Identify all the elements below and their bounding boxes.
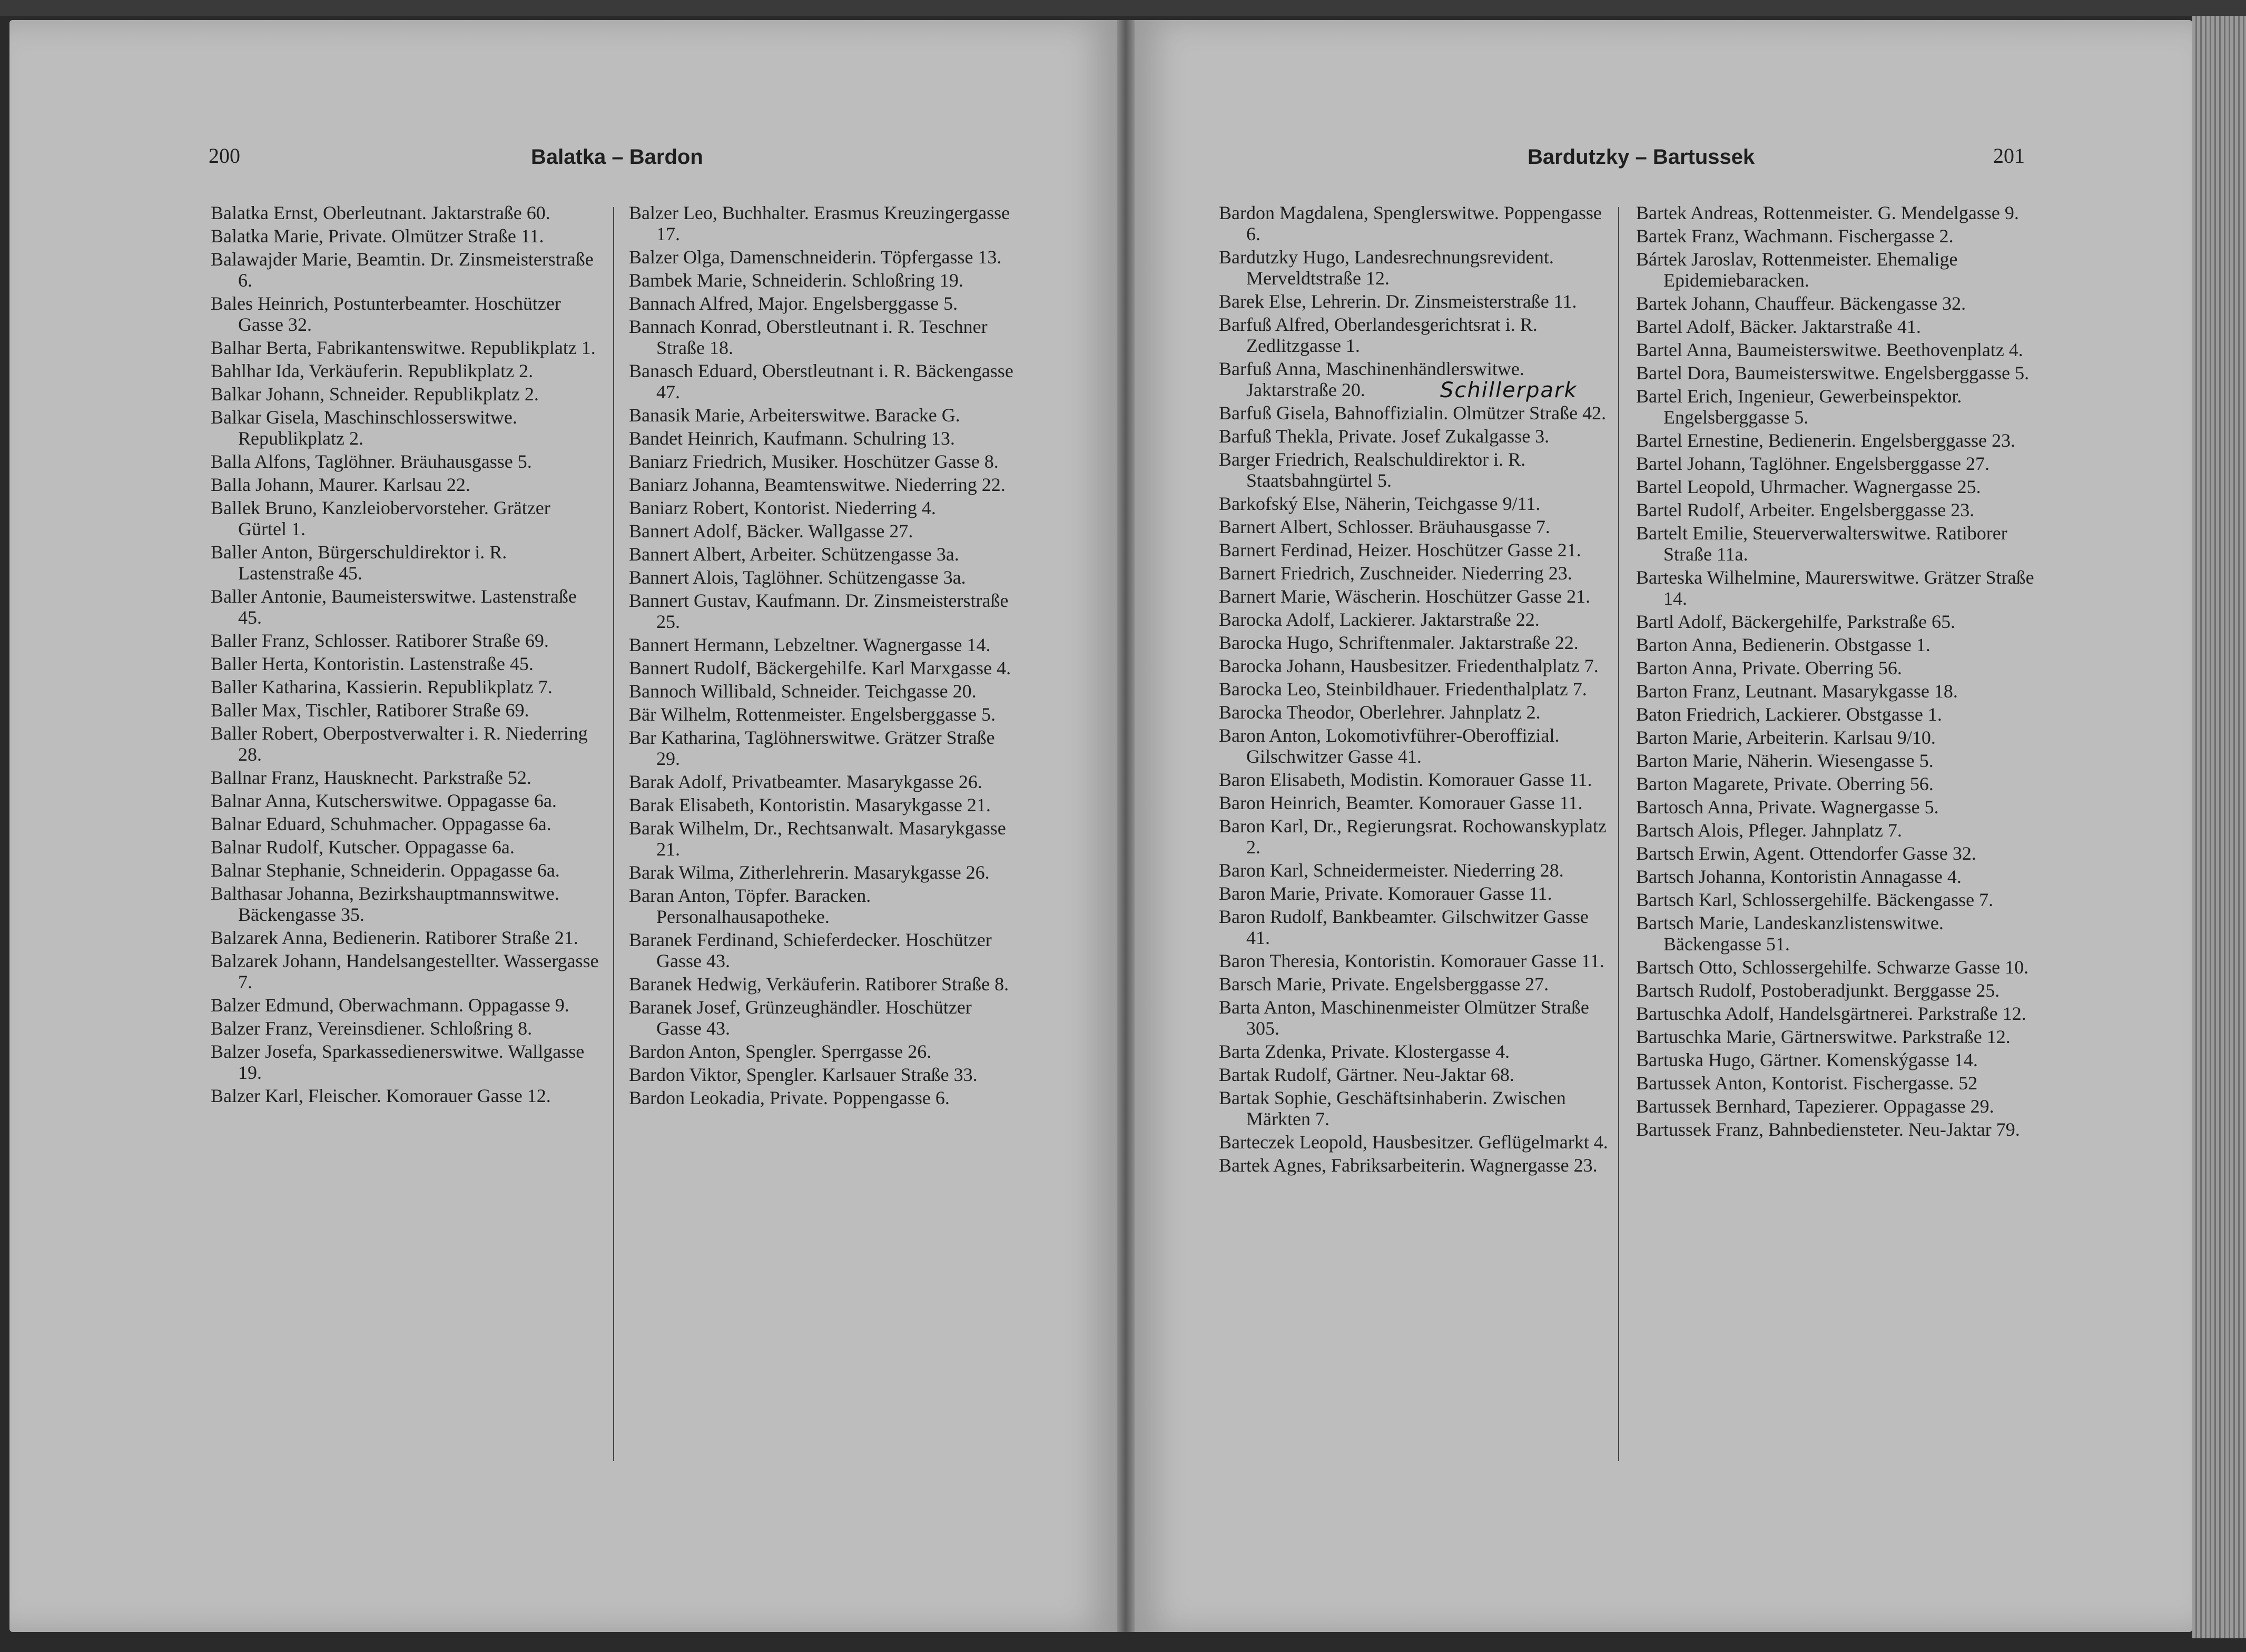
directory-entry: Ballnar Franz, Hausknecht. Parkstraße 52.	[211, 767, 531, 788]
directory-entry: Baller Anton, Bürgerschuldirektor i. R. Lastenstraße 45.	[211, 542, 507, 584]
left-column-1	[211, 202, 600, 1108]
directory-entry: Baron Theresia, Kontoristin. Komorauer Gasse 11.	[1219, 950, 1604, 971]
directory-entry: Barton Marie, Arbeiterin. Karlsau 9/10.	[1636, 727, 1936, 748]
directory-entry: Bartek Andreas, Rottenmeister. G. Mendelgasse 9.	[1636, 202, 2019, 223]
directory-entry: Bartsch Karl, Schlossergehilfe. Bäckengasse 7.	[1636, 889, 1994, 910]
directory-entry: Bartuschka Adolf, Handelsgärtnerei. Parkstraße 12.	[1636, 1003, 2026, 1024]
directory-entry: Bartsch Rudolf, Postoberadjunkt. Berggasse 25.	[1636, 980, 2000, 1001]
directory-entry: Bartussek Bernhard, Tapezierer. Oppagasse 29.	[1636, 1096, 1994, 1117]
directory-entry: Bartsch Johanna, Kontoristin Annagasse 4.	[1636, 866, 1962, 887]
directory-entry: Bannoch Willibald, Schneider. Teichgasse 20.	[629, 681, 977, 702]
directory-entry: Balnar Anna, Kutscherswitwe. Oppagasse 6a.	[211, 790, 557, 811]
directory-entry: Barfuß Alfred, Oberlandesgerichtsrat i. R. Zedlitzgasse 1.	[1219, 314, 1538, 356]
directory-entry: Baron Karl, Schneidermeister. Niederring 28.	[1219, 860, 1564, 881]
directory-entry: Baller Max, Tischler, Ratiborer Straße 69.	[211, 700, 529, 721]
left-page-header: Balatka – Bardon	[531, 145, 703, 169]
directory-entry: Bartussek Anton, Kontorist. Fischergasse. 52	[1636, 1073, 1978, 1094]
directory-entry: Balhar Berta, Fabrikantenswitwe. Republikplatz 1.	[211, 337, 596, 358]
left-page	[9, 20, 1117, 1632]
right-page	[1135, 20, 2192, 1632]
directory-entry: Barocka Adolf, Lackierer. Jaktarstraße 22.	[1219, 609, 1540, 630]
directory-entry: Bartel Dora, Baumeisterswitwe. Engelsberggasse 5.	[1636, 362, 2030, 384]
directory-entry: Barak Wilhelm, Dr., Rechtsanwalt. Masarykgasse 21.	[629, 818, 1006, 860]
directory-entry: Bales Heinrich, Postunterbeamter. Hoschützer Gasse 32.	[211, 293, 561, 335]
directory-entry: Barnert Albert, Schlosser. Bräuhausgasse 7.	[1219, 516, 1550, 537]
directory-entry: Baran Anton, Töpfer. Baracken. Personalhausapotheke.	[629, 885, 871, 927]
directory-entry: Barak Elisabeth, Kontoristin. Masarykgasse 21.	[629, 794, 991, 815]
directory-entry: Bartak Rudolf, Gärtner. Neu-Jaktar 68.	[1219, 1064, 1514, 1085]
directory-entry: Bannach Konrad, Oberstleutnant i. R. Teschner Straße 18.	[629, 316, 988, 358]
directory-entry: Balzarek Johann, Handelsangestellter. Wassergasse 7.	[211, 950, 599, 992]
directory-entry: Bahlhar Ida, Verkäuferin. Republikplatz 2.	[211, 360, 534, 381]
directory-entry: Barger Friedrich, Realschuldirektor i. R. Staatsbahngürtel 5.	[1219, 449, 1526, 491]
directory-entry: Barocka Hugo, Schriftenmaler. Jaktarstraße 22.	[1219, 632, 1579, 653]
directory-entry: Baller Franz, Schlosser. Ratiborer Straße 69.	[211, 630, 549, 651]
directory-entry: Balla Johann, Maurer. Karlsau 22.	[211, 474, 470, 495]
handwritten-annotation: Schillerpark	[1440, 378, 1578, 402]
directory-entry: Barnert Ferdinad, Heizer. Hoschützer Gasse 21.	[1219, 539, 1581, 560]
directory-entry: Barfuß Gisela, Bahnoffizialin. Olmützer Straße 42.	[1219, 402, 1607, 424]
directory-entry: Bar Katharina, Taglöhnerswitwe. Grätzer Straße 29.	[629, 727, 995, 769]
directory-entry: Bannach Alfred, Major. Engelsberggasse 5.	[629, 293, 958, 314]
directory-entry: Balzer Leo, Buchhalter. Erasmus Kreuzingergasse 17.	[629, 202, 1010, 244]
directory-entry: Barak Wilma, Zitherlehrerin. Masarykgasse 26.	[629, 862, 990, 883]
directory-entry: Baranek Hedwig, Verkäuferin. Ratiborer Straße 8.	[629, 974, 1009, 995]
directory-entry: Bartsch Erwin, Agent. Ottendorfer Gasse 32.	[1636, 843, 1976, 864]
directory-entry: Bardutzky Hugo, Landesrechnungsrevident. Merveldtstraße 12.	[1219, 247, 1554, 289]
directory-entry: Bardon Magdalena, Spenglerswitwe. Poppengasse 6.	[1219, 202, 1602, 244]
directory-entry: Bártek Jaroslav, Rottenmeister. Ehemalige Epidemiebaracken.	[1636, 249, 1958, 291]
directory-entry: Balkar Johann, Schneider. Republikplatz 2.	[211, 384, 539, 405]
directory-entry: Bannert Alois, Taglöhner. Schützengasse 3a.	[629, 567, 966, 588]
directory-entry: Bartek Johann, Chauffeur. Bäckengasse 32.	[1636, 293, 1966, 314]
directory-entry: Baniarz Robert, Kontorist. Niederring 4.	[629, 497, 936, 518]
directory-entry: Banasch Eduard, Oberstleutnant i. R. Bäckengasse 47.	[629, 360, 1013, 402]
column-divider	[613, 207, 614, 1461]
directory-entry: Bartel Anna, Baumeisterswitwe. Beethovenplatz 4.	[1636, 339, 2023, 360]
right-column-2	[1636, 202, 2036, 1142]
directory-entry: Barocka Theodor, Oberlehrer. Jahnplatz 2.	[1219, 702, 1541, 723]
directory-entry: Barton Marie, Näherin. Wiesengasse 5.	[1636, 750, 1934, 771]
directory-entry: Balzer Edmund, Oberwachmann. Oppagasse 9.	[211, 995, 569, 1016]
directory-entry: Bannert Albert, Arbeiter. Schützengasse 3a.	[629, 544, 959, 565]
directory-entry: Bartl Adolf, Bäckergehilfe, Parkstraße 65.	[1636, 611, 1956, 632]
directory-entry: Balatka Ernst, Oberleutnant. Jaktarstraße 60.	[211, 202, 550, 223]
directory-entry: Bartel Johann, Taglöhner. Engelsberggasse 27.	[1636, 453, 1990, 474]
right-column-1	[1219, 202, 1609, 1178]
directory-entry: Barnert Marie, Wäscherin. Hoschützer Gasse 21.	[1219, 586, 1591, 607]
book-gutter	[1117, 20, 1135, 1632]
directory-entry: Baller Robert, Oberpostverwalter i. R. Niederring 28.	[211, 723, 588, 765]
directory-entry: Bär Wilhelm, Rottenmeister. Engelsberggasse 5.	[629, 704, 996, 725]
scan-border-top	[0, 0, 2246, 16]
directory-entry: Balzer Karl, Fleischer. Komorauer Gasse 12.	[211, 1085, 551, 1106]
directory-entry: Bartelt Emilie, Steuerverwalterswitwe. Ratiborer Straße 11a.	[1636, 523, 2007, 565]
directory-entry: Bartel Erich, Ingenieur, Gewerbeinspektor. Engelsberggasse 5.	[1636, 386, 1962, 428]
directory-entry: Bardon Anton, Spengler. Sperrgasse 26.	[629, 1041, 932, 1062]
directory-entry: Baller Katharina, Kassierin. Republikplatz 7.	[211, 676, 553, 697]
directory-entry: Banasik Marie, Arbeiterswitwe. Baracke G.	[629, 405, 960, 426]
directory-entry: Balnar Eduard, Schuhmacher. Oppagasse 6a.	[211, 813, 551, 834]
directory-entry: Bartek Agnes, Fabriksarbeiterin. Wagnergasse 23.	[1219, 1155, 1598, 1176]
directory-entry: Balzarek Anna, Bedienerin. Ratiborer Straße 21.	[211, 927, 578, 948]
directory-entry: Barfuß Thekla, Private. Josef Zukalgasse 3.	[1219, 426, 1550, 447]
directory-entry: Barocka Leo, Steinbildhauer. Friedenthalplatz 7.	[1219, 678, 1587, 700]
directory-entry: Barta Zdenka, Private. Klostergasse 4.	[1219, 1041, 1510, 1062]
directory-entry: Barak Adolf, Privatbeamter. Masarykgasse 26.	[629, 771, 982, 792]
directory-entry: Barkofský Else, Näherin, Teichgasse 9/11.	[1219, 493, 1541, 514]
directory-entry: Bannert Gustav, Kaufmann. Dr. Zinsmeisterstraße 25.	[629, 590, 1009, 632]
directory-entry: Baron Rudolf, Bankbeamter. Gilschwitzer Gasse 41.	[1219, 906, 1589, 948]
directory-entry: Barton Anna, Bedienerin. Obstgasse 1.	[1636, 634, 1930, 655]
directory-entry: Bambek Marie, Schneiderin. Schloßring 19.	[629, 270, 963, 291]
directory-entry: Balnar Rudolf, Kutscher. Oppagasse 6a.	[211, 837, 515, 858]
directory-entry: Balnar Stephanie, Schneiderin. Oppagasse 6a.	[211, 860, 560, 881]
right-page-number: 201	[1993, 144, 2025, 168]
directory-entry: Baranek Ferdinand, Schieferdecker. Hoschützer Gasse 43.	[629, 929, 992, 971]
right-page-header: Bardutzky – Bartussek	[1528, 145, 1755, 169]
directory-entry: Bartel Adolf, Bäcker. Jaktarstraße 41.	[1636, 316, 1921, 337]
directory-entry: Barton Anna, Private. Oberring 56.	[1636, 657, 1902, 678]
directory-entry: Barek Else, Lehrerin. Dr. Zinsmeisterstraße 11.	[1219, 291, 1577, 312]
directory-entry: Baranek Josef, Grünzeughändler. Hoschützer Gasse 43.	[629, 997, 972, 1039]
directory-entry: Baller Antonie, Baumeisterswitwe. Lastenstraße 45.	[211, 586, 577, 628]
page-edges	[2192, 16, 2246, 1638]
directory-entry: Barnert Friedrich, Zuschneider. Niederring 23.	[1219, 563, 1572, 584]
directory-entry: Balawajder Marie, Beamtin. Dr. Zinsmeisterstraße 6.	[211, 249, 594, 291]
directory-entry: Bandet Heinrich, Kaufmann. Schulring 13.	[629, 428, 955, 449]
directory-entry: Barocka Johann, Hausbesitzer. Friedenthalplatz 7.	[1219, 655, 1599, 676]
directory-entry: Bannert Adolf, Bäcker. Wallgasse 27.	[629, 520, 913, 542]
directory-entry: Bartuska Hugo, Gärtner. Komenskýgasse 14.	[1636, 1049, 1978, 1070]
directory-entry: Bartussek Franz, Bahnbediensteter. Neu-Jaktar 79.	[1636, 1119, 2020, 1140]
directory-entry: Baron Elisabeth, Modistin. Komorauer Gasse 11.	[1219, 769, 1592, 790]
directory-entry: Barta Anton, Maschinenmeister Olmützer Straße 305.	[1219, 997, 1589, 1039]
directory-entry: Bardon Leokadia, Private. Poppengasse 6.	[629, 1087, 950, 1108]
directory-entry: Balzer Franz, Vereinsdiener. Schloßring 8.	[211, 1018, 533, 1039]
directory-entry: Bartsch Alois, Pfleger. Jahnplatz 7.	[1636, 820, 1902, 841]
directory-entry: Bartel Rudolf, Arbeiter. Engelsberggasse 23.	[1636, 499, 1975, 520]
directory-entry: Baron Anton, Lokomotivführer-Oberoffizial. Gilschwitzer Gasse 41.	[1219, 725, 1560, 767]
directory-entry: Balthasar Johanna, Bezirkshauptmannswitwe. Bäckengasse 35.	[211, 883, 559, 925]
directory-entry: Balzer Josefa, Sparkassedienerswitwe. Wallgasse 19.	[211, 1041, 585, 1083]
directory-entry: Bartak Sophie, Geschäftsinhaberin. Zwischen Märkten 7.	[1219, 1087, 1566, 1129]
directory-entry: Bartsch Marie, Landeskanzlistenswitwe. Bäckengasse 51.	[1636, 912, 1944, 955]
directory-entry: Ballek Bruno, Kanzleiobervorsteher. Grätzer Gürtel 1.	[211, 497, 550, 539]
directory-entry: Bartsch Otto, Schlossergehilfe. Schwarze Gasse 10.	[1636, 957, 2029, 978]
directory-entry: Baron Marie, Private. Komorauer Gasse 11.	[1219, 883, 1552, 904]
directory-entry: Bartuschka Marie, Gärtnerswitwe. Parkstraße 12.	[1636, 1026, 2011, 1047]
left-page-number: 200	[209, 144, 240, 168]
directory-entry: Balzer Olga, Damenschneiderin. Töpfergasse 13.	[629, 247, 1002, 268]
directory-entry: Bannert Hermann, Lebzeltner. Wagnergasse 14.	[629, 634, 991, 655]
directory-entry: Barteczek Leopold, Hausbesitzer. Geflügelmarkt 4.	[1219, 1132, 1608, 1153]
directory-entry: Bardon Viktor, Spengler. Karlsauer Straße 33.	[629, 1064, 978, 1085]
directory-entry: Bannert Rudolf, Bäckergehilfe. Karl Marxgasse 4.	[629, 657, 1011, 678]
directory-entry: Baniarz Johanna, Beamtenswitwe. Niederring 22.	[629, 474, 1006, 495]
directory-entry: Barteska Wilhelmine, Maurerswitwe. Grätzer Straße 14.	[1636, 567, 2034, 609]
directory-entry: Barton Franz, Leutnant. Masarykgasse 18.	[1636, 681, 1958, 702]
directory-entry: Baron Karl, Dr., Regierungsrat. Rochowanskyplatz 2.	[1219, 815, 1607, 858]
directory-entry: Balla Alfons, Taglöhner. Bräuhausgasse 5.	[211, 451, 532, 472]
directory-entry: Barsch Marie, Private. Engelsberggasse 27.	[1219, 974, 1549, 995]
directory-entry: Bartel Leopold, Uhrmacher. Wagnergasse 25.	[1636, 476, 1981, 497]
directory-entry: Baller Herta, Kontoristin. Lastenstraße 45.	[211, 653, 534, 674]
left-column-2	[629, 202, 1019, 1110]
directory-entry: Balatka Marie, Private. Olmützer Straße 11.	[211, 225, 544, 247]
directory-entry: Barfuß Anna, Maschinenhändlerswitwe. Jaktarstraße 20.	[1219, 358, 1524, 400]
directory-entry: Bartek Franz, Wachmann. Fischergasse 2.	[1636, 225, 1954, 247]
column-divider	[1618, 207, 1619, 1461]
directory-entry: Baniarz Friedrich, Musiker. Hoschützer Gasse 8.	[629, 451, 999, 472]
directory-entry: Barton Magarete, Private. Oberring 56.	[1636, 773, 1934, 794]
directory-entry: Balkar Gisela, Maschinschlosserswitwe. Republikplatz 2.	[211, 407, 517, 449]
directory-entry: Baron Heinrich, Beamter. Komorauer Gasse 11.	[1219, 792, 1583, 813]
directory-entry: Bartel Ernestine, Bedienerin. Engelsberggasse 23.	[1636, 430, 2016, 451]
directory-entry: Bartosch Anna, Private. Wagnergasse 5.	[1636, 796, 1939, 818]
directory-entry: Baton Friedrich, Lackierer. Obstgasse 1.	[1636, 704, 1942, 725]
